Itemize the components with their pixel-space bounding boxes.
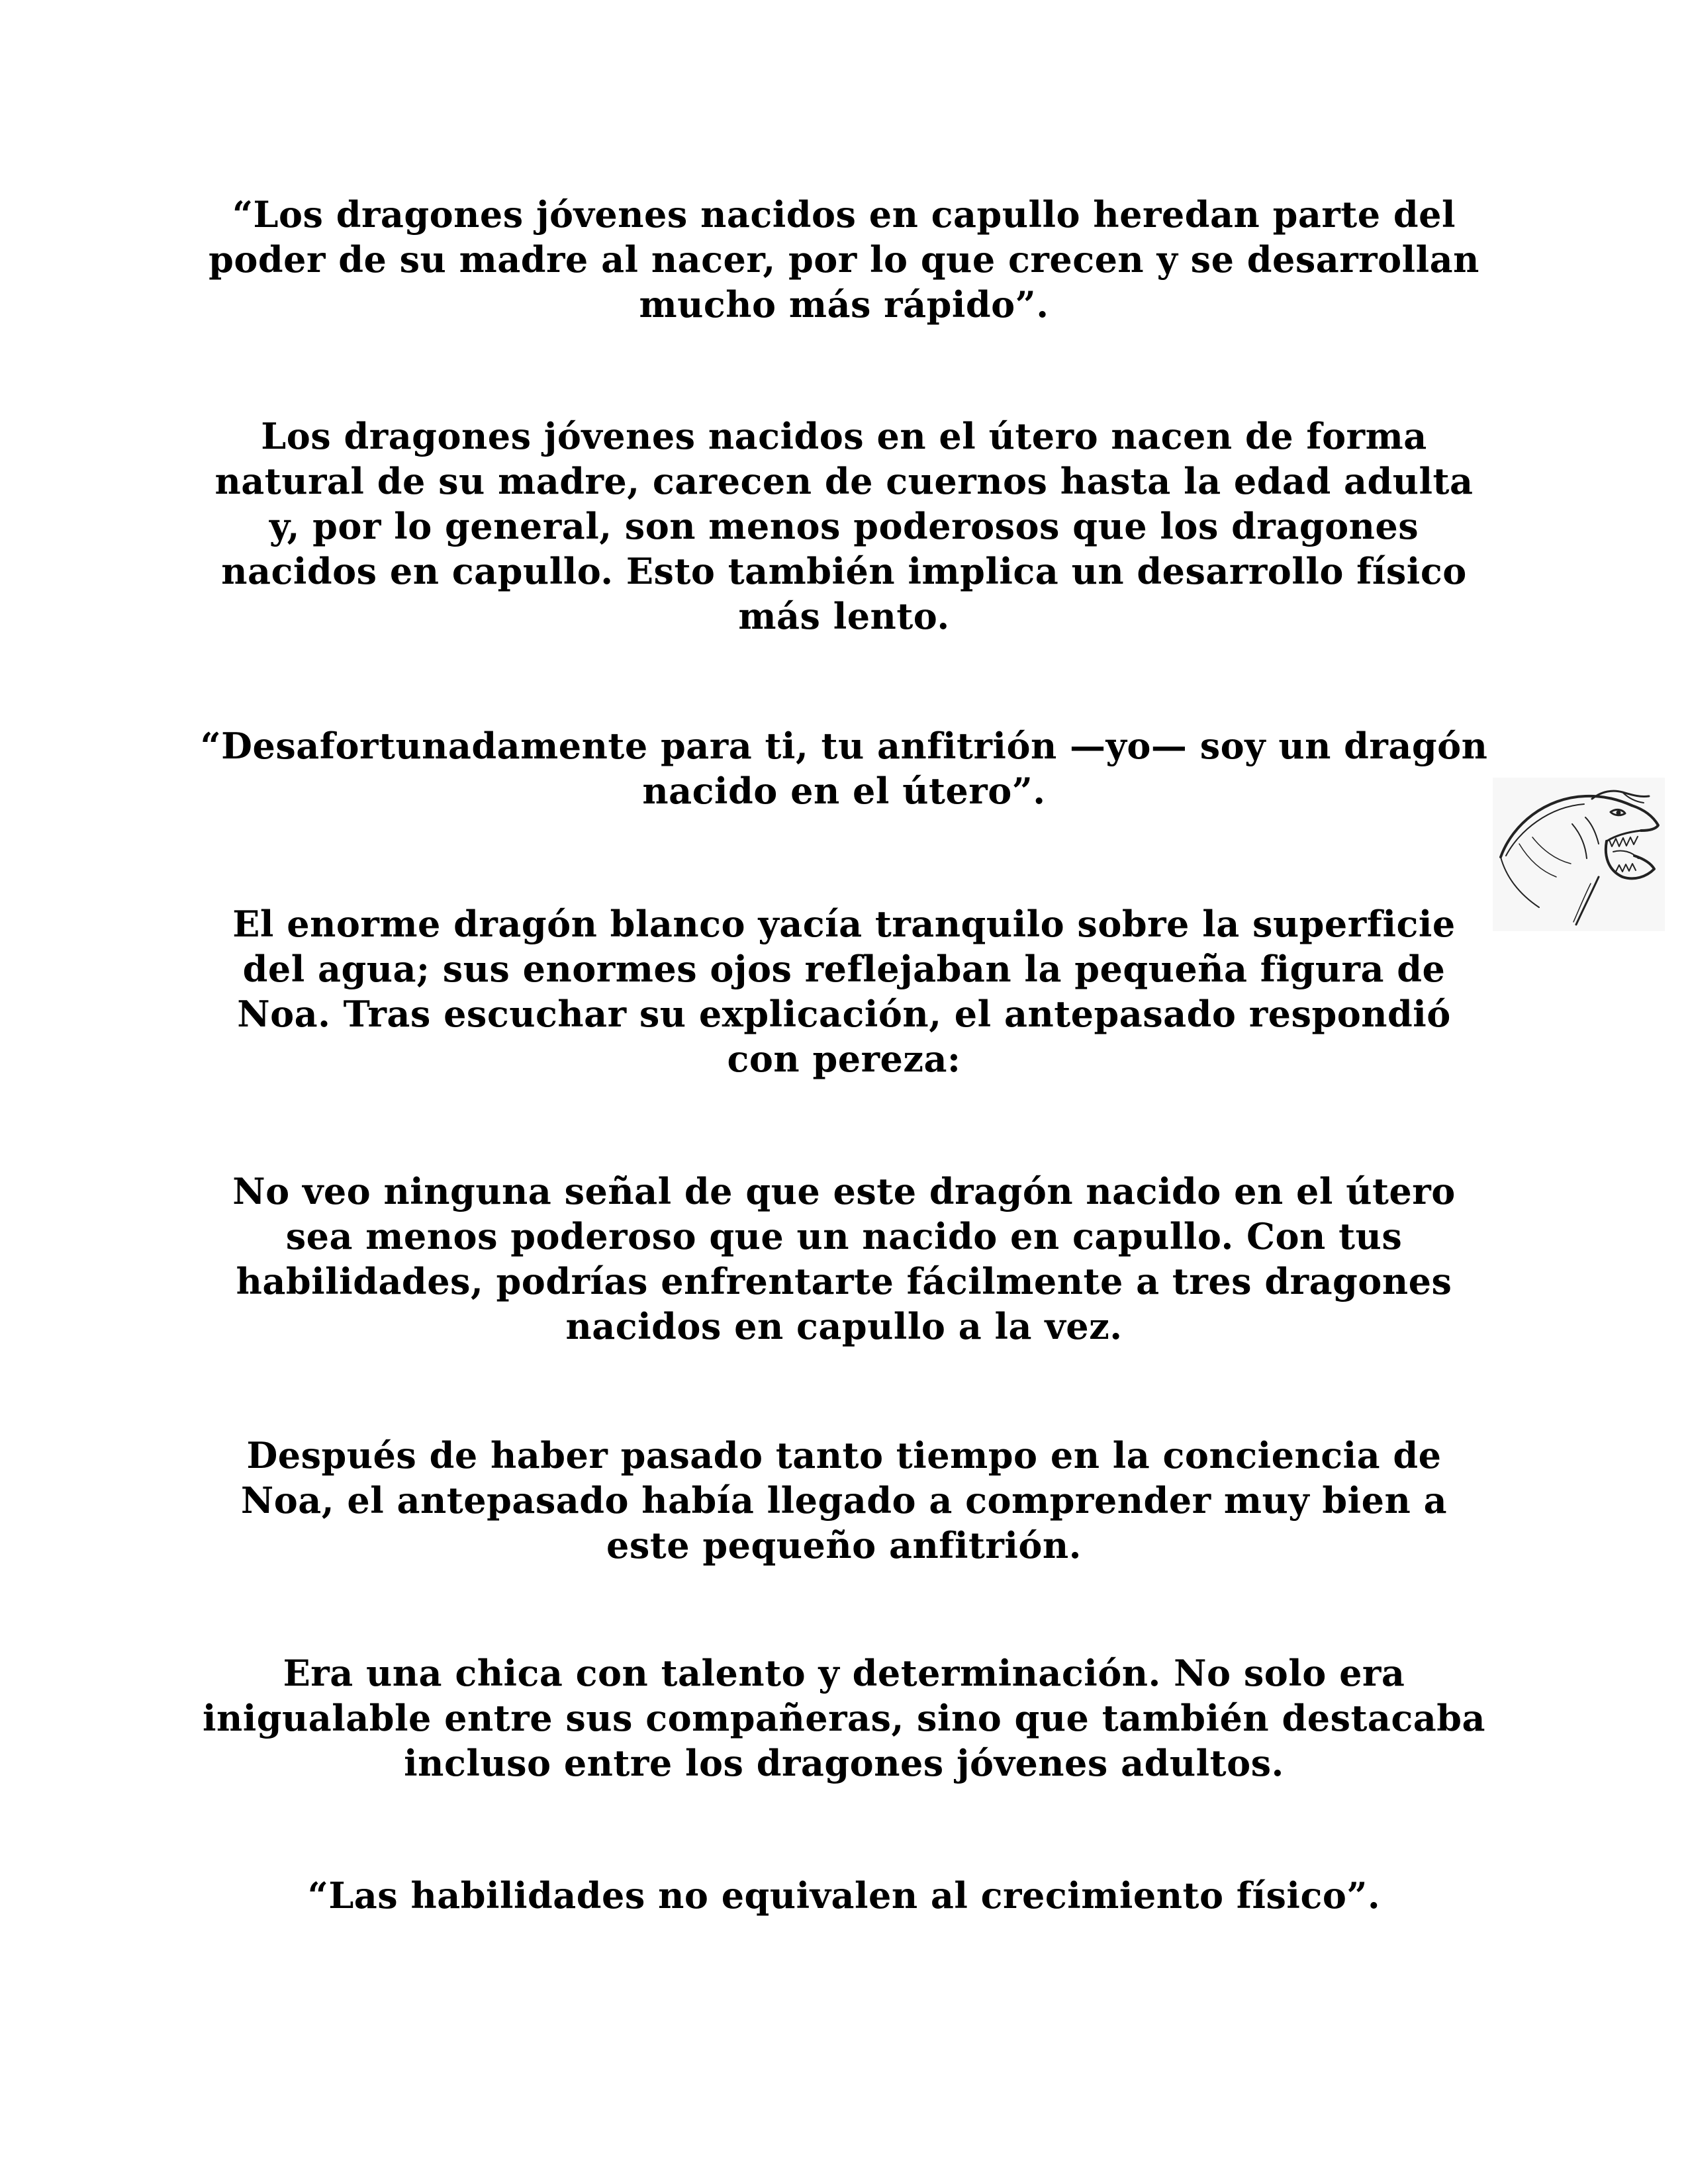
paragraph-6: Después de haber pasado tanto tiempo en la conciencia de Noa, el antepasado había llegado a comprender muy bien a este pequeño anfitrión. bbox=[240, 1434, 1448, 1567]
paragraph-4: El enorme dragón blanco yacía tranquilo sobre la superficie del agua; sus enormes ojos reflejaban la pequeña figura de Noa. Tras escuchar su explicación, el antepasado respondió con pereza: bbox=[232, 903, 1456, 1080]
dragon-head-sketch-icon bbox=[1493, 778, 1665, 931]
paragraph-8: “Las habilidades no equivalen al crecimiento físico”. bbox=[307, 1874, 1381, 1917]
paragraph-5: No veo ninguna señal de que este dragón nacido en el útero sea menos poderoso que un nacido en capullo. Con tus habilidades, podrías enfrentarte fácilmente a tres dragones nacidos en capullo a la vez. bbox=[232, 1170, 1456, 1347]
paragraph-7: Era una chica con talento y determinación. No solo era inigualable entre sus compañeras, sino que también destacaba incluso entre los dragones jóvenes adultos. bbox=[202, 1652, 1486, 1784]
paragraph-1: “Los dragones jóvenes nacidos en capullo heredan parte del poder de su madre al nacer, por lo que crecen y se desarrollan mucho más rápido”. bbox=[209, 193, 1479, 326]
paragraph-3: “Desafortunadamente para ti, tu anfitrión —yo— soy un dragón nacido en el útero”. bbox=[200, 725, 1488, 812]
paragraph-2: Los dragones jóvenes nacidos en el útero nacen de forma natural de su madre, carecen de cuernos hasta la edad adulta y, por lo general, son menos poderosos que los dragones nacidos en capullo. Esto también implica un desarrollo físico más lento. bbox=[214, 415, 1474, 637]
